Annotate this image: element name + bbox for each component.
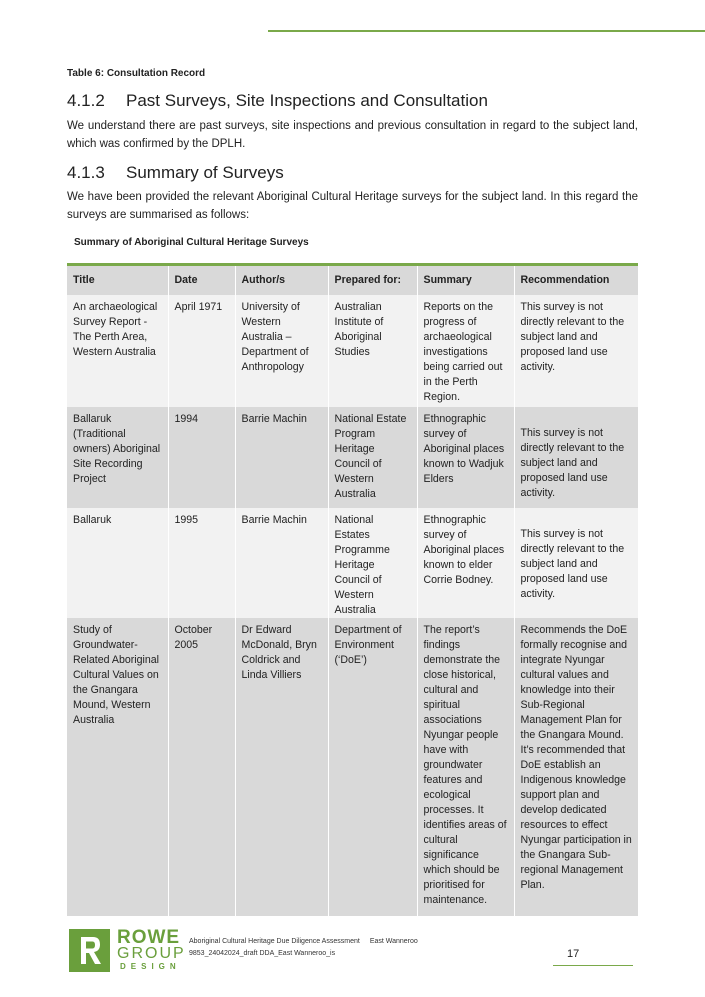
logo-word-group: GROUP (117, 945, 186, 962)
cell-title: An archaeological Survey Report - The Perth Area, Western Australia (73, 300, 158, 358)
column-header-title: Title (73, 273, 95, 286)
logo-word-design: DESIGN (120, 962, 181, 971)
table-row (67, 407, 638, 508)
cell-recommendation: This survey is not directly relevant to the subject land and proposed land use activity. (514, 407, 638, 508)
page-number-rule (553, 965, 633, 966)
logo-word-rowe: ROWE (117, 927, 181, 948)
cell-recommendation: This survey is not directly relevant to the subject land and proposed land use activity. (514, 508, 638, 618)
cell-summary: Reports on the progress of archaeological investigations being carried out in the Perth Region. (417, 295, 514, 407)
table-row (67, 618, 638, 916)
table-header-row (67, 265, 638, 295)
column-header-authors: Author/s (235, 265, 328, 295)
column-header-prepared-for: Prepared for: (328, 265, 417, 295)
cell-title: Study of Groundwater-Related Aboriginal Cultural Values on the Gnangara Mound, Western Australia (73, 623, 159, 726)
table-row (67, 295, 638, 407)
cell-prepared-for: National Estates Programme Heritage Council of Western Australia (328, 508, 417, 618)
cell-authors: Barrie Machin (235, 407, 328, 508)
header-rule (268, 30, 705, 32)
cell-prepared-for: National Estate Program Heritage Council of Western Australia (328, 407, 417, 508)
cell-date: 1994 (168, 407, 235, 508)
column-header-date: Date (168, 265, 235, 295)
section-heading-4-1-2 (67, 91, 488, 111)
cell-authors: Barrie Machin (235, 508, 328, 618)
survey-table (67, 263, 638, 916)
cell-authors: University of Western Australia – Department of Anthropology (235, 295, 328, 407)
column-header-recommendation: Recommendation (514, 265, 638, 295)
footer-document-title: Aboriginal Cultural Heritage Due Diligence Assessment (189, 938, 360, 945)
section-title: Summary of Surveys (126, 163, 284, 182)
cell-title: Ballaruk (73, 513, 112, 526)
cell-prepared-for: Department of Environment (‘DoE’) (328, 618, 417, 916)
section-body-4-1-3: We have been provided the relevant Aboriginal Cultural Heritage surveys for the subject land. In this regard the surveys are summarised as follows: (67, 191, 638, 221)
cell-recommendation: This survey is not directly relevant to the subject land and proposed land use activity. (514, 295, 638, 407)
cell-date: 1995 (168, 508, 235, 618)
cell-summary: Ethnographic survey of Aboriginal places known to Wadjuk Elders (417, 407, 514, 508)
section-number: 4.1.3 (67, 163, 105, 182)
section-heading-4-1-3 (67, 163, 284, 183)
table-caption: Table 6: Consultation Record (67, 68, 206, 79)
page-number: 17 (567, 948, 580, 960)
cell-title: Ballaruk (Traditional owners) Aboriginal Site Recording Project (73, 412, 161, 485)
footer-location: East Wanneroo (369, 938, 418, 945)
cell-summary: Ethnographic survey of Aboriginal places known to elder Corrie Bodney. (417, 508, 514, 618)
section-title: Past Surveys, Site Inspections and Consultation (126, 91, 488, 110)
footer-reference: 9853_24042024_draft DDA_East Wanneroo_is (189, 950, 336, 957)
company-logo (69, 927, 186, 972)
cell-date: April 1971 (168, 295, 235, 407)
section-body-4-1-2: We understand there are past surveys, site inspections and previous consultation in regard to the subject land, which was confirmed by the DPLH. (67, 120, 638, 150)
cell-authors: Dr Edward McDonald, Bryn Coldrick and Linda Villiers (235, 618, 328, 916)
column-header-summary: Summary (417, 265, 514, 295)
cell-prepared-for: Australian Institute of Aboriginal Studies (328, 295, 417, 407)
footer-document-line (189, 938, 418, 945)
cell-summary: The report’s findings demonstrate the close historical, cultural and spiritual associations Nyungar people have with groundwater features and ecological processes. It identifies areas of cultural significance which should be prioritised for maintenance. (417, 618, 514, 916)
section-number: 4.1.2 (67, 91, 105, 110)
cell-recommendation: Recommends the DoE formally recognise and integrate Nyungar cultural values and knowledge into their Sub-Regional Management Plan for the Gnangara Mound. It’s recommended that DoE establish an Indigenous knowledge support plan and develop dedicated resources to effect Nyungar participation in the Gnangara Sub-regional Management Plan. (514, 618, 638, 916)
table-row (67, 508, 638, 618)
cell-date: October 2005 (168, 618, 235, 916)
logo-r-mark-icon (69, 929, 110, 972)
survey-table-caption: Summary of Aboriginal Cultural Heritage Surveys (74, 237, 309, 248)
